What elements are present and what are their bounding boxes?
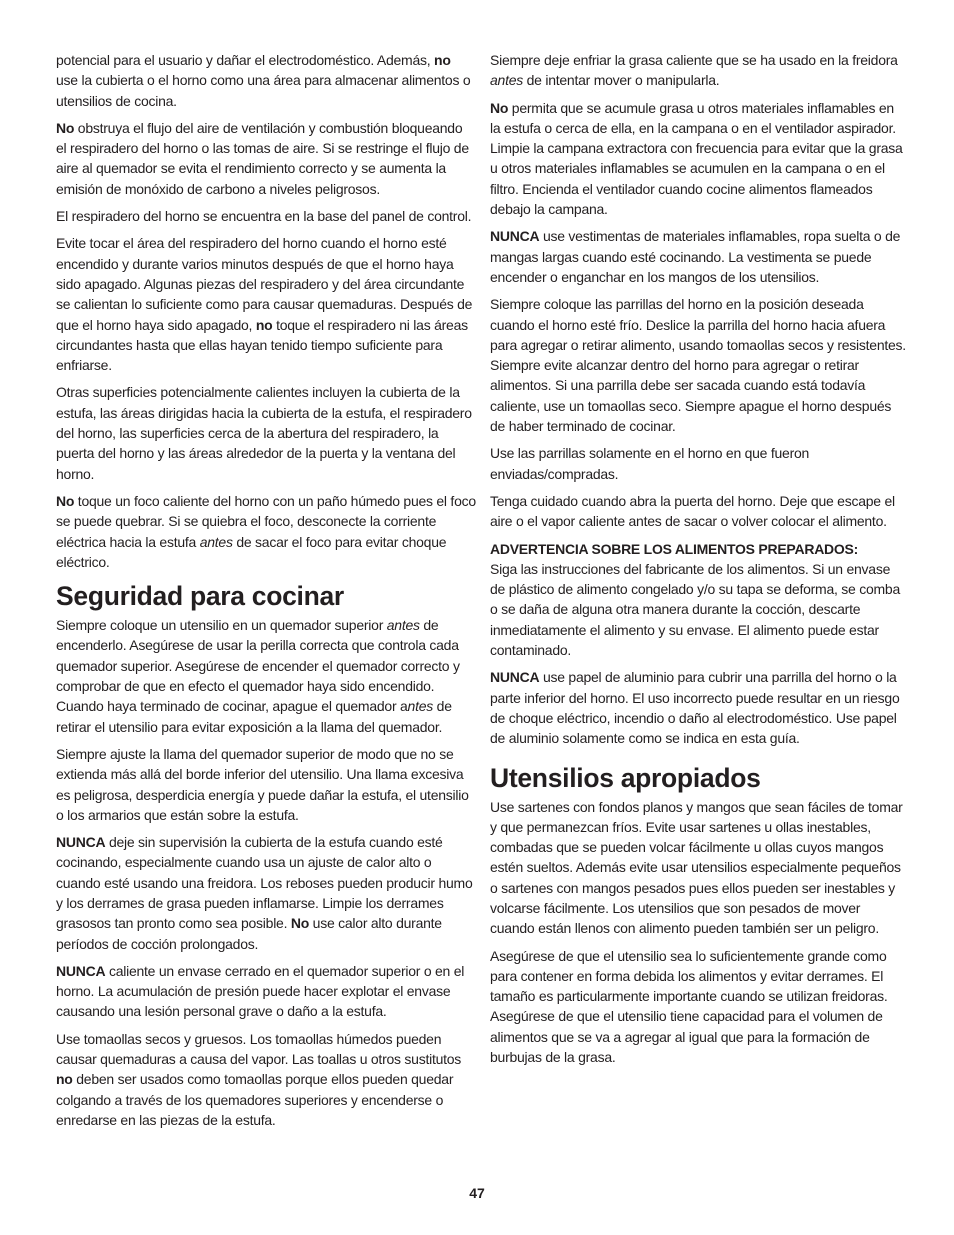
paragraph: NUNCA caliente un envase cerrado en el quemador superior o en el horno. La acumulación de presión puede hacer explotar el envase causando una lesión personal grave o daño a la estufa.: [56, 962, 465, 1020]
paragraph: Siempre ajuste la llama del quemador superior de modo que no se extienda más allá del borde inferior del utensilio. Una llama excesiva es peligrosa, desperdicia energía y puede dañar la estufa, el utensilio o los armarios que están sobre la estufa.: [56, 745, 469, 823]
paragraph: Tenga cuidado cuando abra la puerta del horno. Deje que escape el aire o el vapor caliente antes de sacar o volver colocar el alimento.: [490, 492, 895, 530]
paragraph: Siempre deje enfriar la grasa caliente que se ha usado en la freidora antes de intentar mover o manipularla.: [490, 52, 898, 89]
paragraph: potencial para el usuario y dañar el electrodoméstico. Además, no use la cubierta o el horno como una área para almacenar alimentos o utensilios de cocina.: [56, 52, 471, 109]
paragraph: NUNCA use vestimentas de materiales inflamables, ropa suelta o de mangas largas cuando esté cocinando. La vestimenta se puede encender o enganchar en los mangos de los utensilios.: [490, 228, 901, 285]
section-heading: Seguridad para cocinar: [56, 581, 344, 612]
inline-heading: ADVERTENCIA SOBRE LOS ALIMENTOS PREPARADOS:: [490, 540, 859, 557]
paragraph: NUNCA use papel de aluminio para cubrir una parrilla del horno o la parte inferior del horno. El uso incorrecto puede resultar en un riesgo de choque eléctrico, incendio o daño al electrodoméstico. Use papel de aluminio solamente como se indica en esta guía.: [490, 669, 900, 747]
paragraph: No permita que se acumule grasa u otros materiales inflamables en la estufa o cerca de ella, en la campana o en el ventilador aspirador. Limpie la campana extractora con frecuencia para evitar que la grasa u otros materiales inflamables se acumulen en la campana o en el filtro. Encienda el ventilador cuando cocine alimentos flameados debajo la campana.: [490, 99, 903, 218]
paragraph: No obstruya el flujo del aire de ventilación y combustión bloqueando el respiradero del horno o las tomas de aire. Si se restringe el flujo de aire al quemador se evita el rendimiento correcto y se aumenta la emisión de monóxido de carbono a niveles peligrosos.: [56, 119, 469, 197]
paragraph: Siempre coloque un utensilio en un quemador superior antes de encenderlo. Asegúrese de usar la perilla correcta que controla cada quemador superior. Asegúrese de encender el quemador correcto y comprobar de que en efecto el quemador haya sido encendido. Cuando haya terminado de cocinar, apague el quemador antes de retirar el utensilio para evitar exposición a la llama del quemador.: [56, 617, 460, 735]
section-heading: Utensilios apropiados: [490, 762, 761, 793]
paragraph: Use tomaollas secos y gruesos. Los tomaollas húmedos pueden causar quemaduras a causa del vapor. Las toallas u otros sustitutos no deben ser usados como tomaollas porque ellos pueden quedar colgando a través de los quemadores superiores y encenderse o enredarse en las piezas de la estufa.: [56, 1030, 462, 1128]
paragraph: Use sartenes con fondos planos y mangos que sean fáciles de tomar y que permanezcan fríos. Evite usar sartenes u ollas inestables, combadas que se pueden volcar fácilmente u ollas cuyos mangos estén sueltos. Además evite usar utensilios especialmente pequeños o sartenes con mangos pesados pues ellos pueden ser inestables y volcarse fácilmente. Los utensilios que son pesados de mover cuando están llenos con alimento pueden también ser un peligro.: [490, 798, 903, 937]
paragraph: El respiradero del horno se encuentra en la base del panel de control.: [56, 208, 472, 225]
page-number: 47: [469, 1185, 485, 1201]
paragraph: No toque un foco caliente del horno con un paño húmedo pues el foco se puede quebrar. Si se quiebra el foco, desconecte la corriente eléctrica hacia la estufa antes de sacar el foco para evitar choque eléctrico.: [56, 492, 476, 570]
paragraph: Use las parrillas solamente en el horno en que fueron enviadas/compradas.: [490, 445, 810, 482]
left-column: [56, 50, 476, 1137]
right-column: [490, 50, 906, 1074]
paragraph: ADVERTENCIA SOBRE LOS ALIMENTOS PREPARADOS: Siga las instrucciones del fabricante de los alimentos. Si un envase de plástico de alimento congelado y/o su tapa se deforma, se comba o se daña de alguna otra manera durante la cocción, descarte inmediatamente el alimento y su envase. El alimento puede estar contaminado.: [490, 540, 900, 659]
paragraph: Siempre coloque las parrillas del horno en la posición deseada cuando el horno esté frío. Deslice la parrilla del horno hacia afuera para agregar o retirar alimento, usando tomaollas secos y resistentes. Siempre evite alcanzar dentro del horno para agregar o retirar alimentos. Si una parrilla debe ser sacada cuando está todavía caliente, use un tomaollas seco. Siempre apague el horno después de haber terminado de cocinar.: [490, 296, 906, 435]
paragraph: Otras superficies potencialmente calientes incluyen la cubierta de la estufa, las áreas dirigidas hacia la cubierta de la estufa, el respiradero del horno, las superficies cerca de la abertura del respiradero, la puerta del horno y las áreas alrededor de la puerta y la ventana del horno.: [56, 384, 472, 482]
paragraph: NUNCA deje sin supervisión la cubierta de la estufa cuando esté cocinando, especialmente cuando usa un ajuste de calor alto o cuando esté usando una freidora. Los reboses pueden producir humo y los derrames de grasa pueden inflamarse. Limpie los derrames grasosos tan pronto como sea posible. No use calor alto durante períodos de cocción prolongados.: [56, 834, 473, 952]
paragraph: Asegúrese de que el utensilio sea lo suficientemente grande como para contener en forma debida los alimentos y evitar derrames. El tamaño es particularmente importante cuando se utilizan freidoras. Asegúrese de que el utensilio tiene capacidad para el volumen de alimentos que se va a agregar al igual que para la formación de burbujas de la grasa.: [490, 947, 888, 1066]
paragraph: Evite tocar el área del respiradero del horno cuando el horno esté encendido y durante varios minutos después de que el horno haya sido apagado. Algunas piezas del respiradero y del área circundante se calientan lo suficiente como para causar quemaduras. Después de que el horno haya sido apagado, no toque el respiradero ni las áreas circundantes hasta que ellas hayan tenido tiempo suficiente para enfriarse.: [56, 235, 473, 374]
